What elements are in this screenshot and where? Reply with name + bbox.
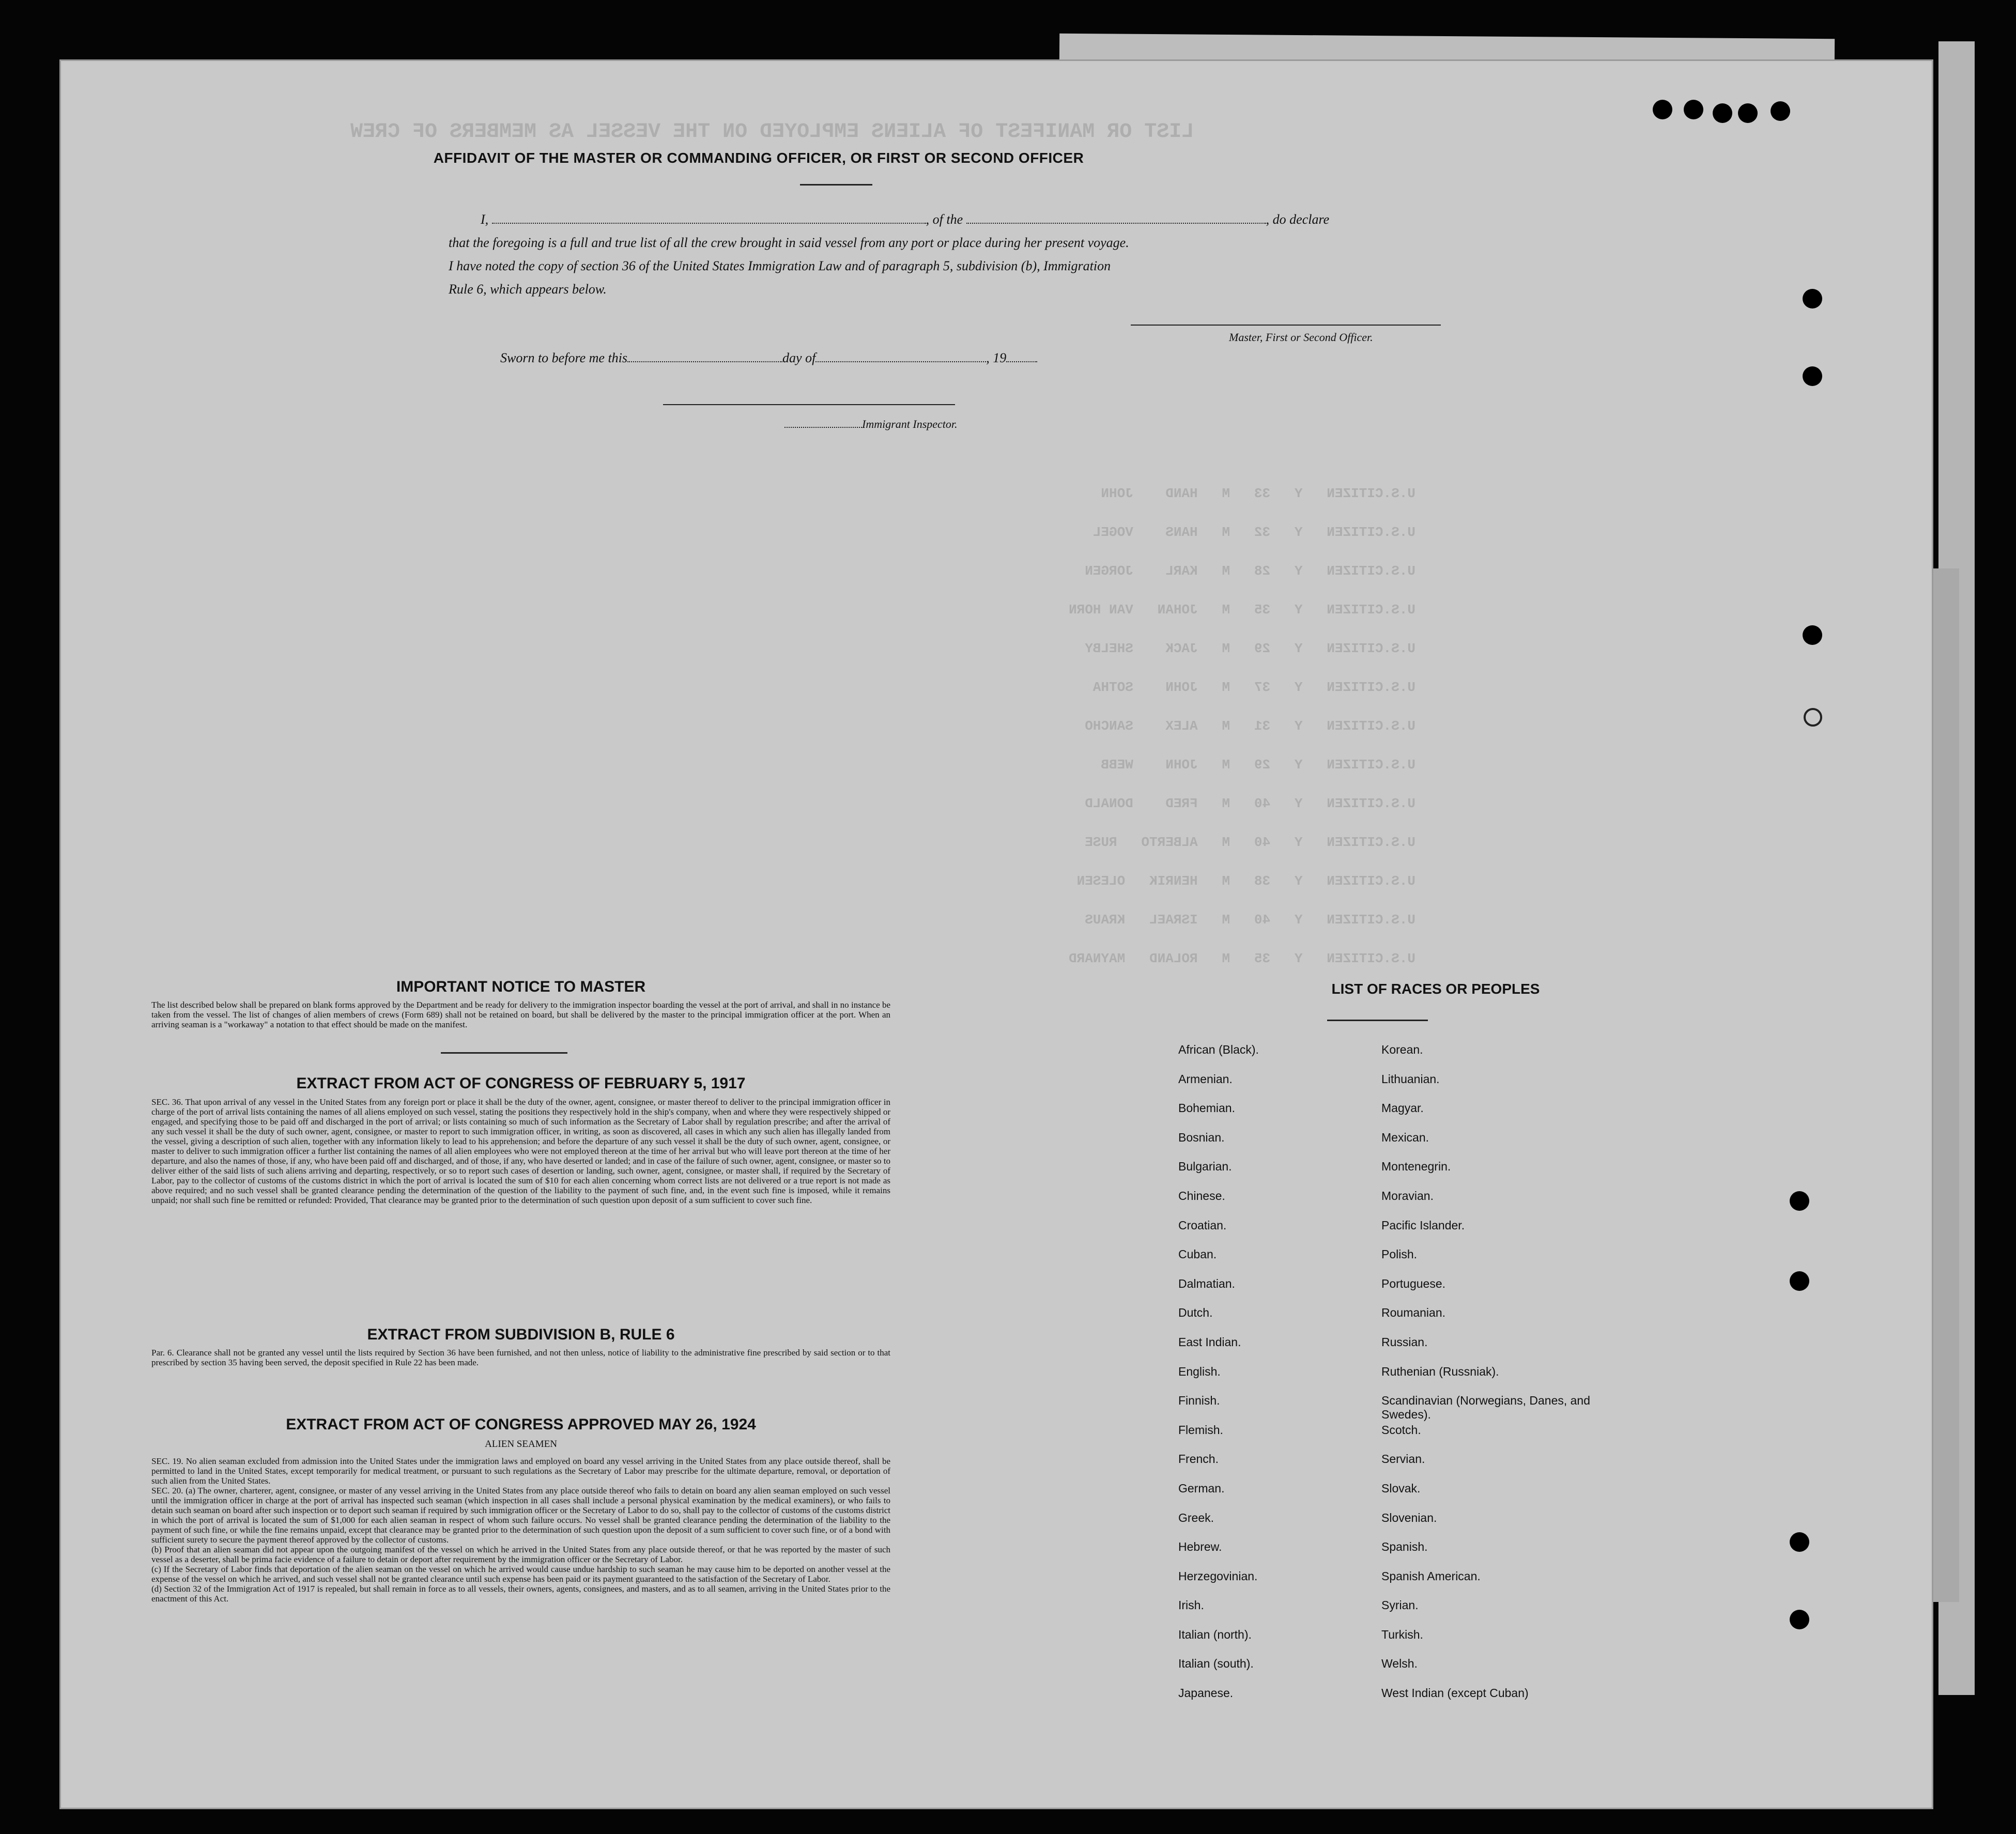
race-item: Slovenian. — [1381, 1511, 1437, 1524]
sec-20c: (c) If the Secretary of Labor finds that deportation of the alien seaman on the vessel on which he arrived would cause undue hardship to such seaman he may cause him to be deported on another vessel at the expense of the vessel on which he arrived, and such vessel shall not be granted clearance until such expense has been paid or its payment guaranteed to the satisfaction of the Secretary of Labor. — [151, 1564, 890, 1584]
race-item: Italian (north). — [1178, 1627, 1252, 1641]
punch-hole — [1803, 625, 1822, 645]
punch-hole — [1738, 103, 1758, 123]
notice-title: IMPORTANT NOTICE TO MASTER — [396, 978, 646, 995]
sworn-day-label: day of — [782, 350, 816, 365]
declaration-line-4: Rule 6, which appears below. — [449, 282, 607, 297]
race-item: Italian (south). — [1178, 1657, 1254, 1671]
race-item: Roumanian. — [1381, 1306, 1446, 1320]
race-item: Servian. — [1381, 1452, 1425, 1466]
race-item: Mexican. — [1381, 1130, 1429, 1144]
punch-hole — [1790, 1271, 1809, 1291]
sworn-prefix: Sworn to before me this — [500, 350, 628, 365]
punch-hole — [1790, 1532, 1809, 1552]
race-item: Welsh. — [1381, 1657, 1418, 1671]
sworn-year-label: , 19 — [986, 350, 1007, 365]
sworn-year-field[interactable] — [1006, 361, 1037, 362]
race-item: Spanish American. — [1381, 1569, 1481, 1583]
sec-19: SEC. 19. No alien seaman excluded from admission into the United States under the immigration laws and employed on board any vessel arriving in the United States from any place outside thereof, shall be permitted to land in the United States, except temporarily for medical treatment, or pursuant to such regulations as the Secretary of Labor may prescribe for the ultimate departure, removal, or deportation of such alien from the United States. — [151, 1456, 890, 1486]
race-item: Finnish. — [1178, 1394, 1220, 1408]
punch-hole — [1790, 1191, 1809, 1211]
declaration-suffix: , do declare — [1266, 212, 1330, 227]
inspector-label: Immigrant Inspector. — [862, 418, 958, 430]
declaration-prefix: I, — [481, 212, 489, 227]
race-item: Pacific Islander. — [1381, 1218, 1465, 1232]
race-item: Portuguese. — [1381, 1276, 1446, 1290]
race-item: Scandinavian (Norwegians, Danes, and Swedes). — [1381, 1394, 1591, 1422]
race-item: Japanese. — [1178, 1686, 1234, 1700]
race-item: Polish. — [1381, 1247, 1418, 1261]
race-item: Bohemian. — [1178, 1101, 1235, 1115]
notice-divider — [441, 1052, 567, 1054]
punch-hole — [1790, 1610, 1809, 1629]
race-item: Greek. — [1178, 1511, 1214, 1524]
race-item: West Indian (except Cuban) — [1381, 1686, 1529, 1700]
bleed-through-rows: U.S.CITIZEN Y 33 M HAND JOHN U.S.CITIZEN Y 32 M HANS VOGEL U.S.CITIZEN Y 28 M KARL JORGEN U.S.CITIZEN Y 35 M JOHAN VAN HORN U.S.CITIZEN Y 29 M JACK SHELBY U.S.CITIZEN Y 37 M JOHN SOTHA U.S.CITIZEN Y 31 M ALEX SANCHO U.S.CITIZEN Y 29 M JOHN WEBB U.S.CITIZEN Y 40 M FRED DONALD U.S.CITIZEN Y 40 M ALBERTO RUSE U.S.CITIZEN Y 38 M HENRIK OLESEN U.S.CITIZEN Y 40 M ISRAEL KRAUS U.S.CITIZEN Y 35 M ROLAND MAYNARD — [1069, 486, 1415, 966]
punch-hole — [1684, 100, 1703, 119]
races-divider — [1327, 1020, 1428, 1021]
race-item: Magyar. — [1381, 1101, 1424, 1115]
vessel-name-field[interactable] — [966, 222, 1266, 224]
title-underline — [800, 184, 872, 186]
race-item: Flemish. — [1178, 1423, 1223, 1437]
punch-hole — [1803, 366, 1822, 386]
race-item: Herzegovinian. — [1178, 1569, 1258, 1583]
extract-1917-body: SEC. 36. That upon arrival of any vessel in the United States from any foreign port or place it shall be the duty of the owner, agent, consignee, or master thereof to deliver to the principal immigration officer in charge of the port of arrival lists containing the names of all aliens employed on such vessel, stating the positions they respectively hold in the ship's company, when and where they were respectively shipped or engaged, and specifying those to be paid off and discharged in the port of arrival; or lists containing so much of such information as the Secretary of Labor shall by regulation prescribe; and after the arrival of any such vessel it shall be the duty of such owner, agent, consignee, or master to report to such immigration officer, in writing, as soon as discovered, all cases in which any such alien has illegally landed from the vessel, giving a description of such alien, together with any information likely to lead to his apprehension; and before the departure of any such vessel it shall be the duty of such owner, agent, consignee, or master to deliver to such immigration officer a further list containing the names of all alien employees who were not employed thereon at the time of her arrival but who will leave port thereon at the time of her departure, and also the names of those, if any, who have been paid off and discharged, and of those, if any, who have deserted or landed; and in case of the failure of such owner, agent, consignee, or master so to deliver either of the said lists of such aliens arriving and departing, respectively, or so to report such cases of desertion or landing, such owner, agent, consignee, or master shall, if required by the Secretary of Labor, pay to the collector of customs of the customs district in which the port of arrival is located the sum of $10 for each alien concerning whom correct lists are not delivered or a true report is not made as above required; and no such vessel shall be granted clearance pending the determination of the question of the liability to the payment of such fine, and, in the event such fine is imposed, while it remains unpaid; nor shall such fine be remitted or refunded: Provided, That clearance may be granted prior to the determination of such question upon deposit of a sum sufficient to cover such fine. — [151, 1097, 890, 1205]
race-item: Cuban. — [1178, 1247, 1217, 1261]
races-right-column — [1381, 1043, 1604, 1716]
inspector-signature-line[interactable] — [663, 404, 955, 405]
notice-body: The list described below shall be prepared on blank forms approved by the Department and be ready for delivery to the immigration inspector boarding the vessel at the port of arrival, and shall in no instance be taken from the vessel. The list of changes of alien members of crews (Form 689) shall not be retained on board, but shall be delivered by the master to the principal immigration officer at the port. When an arriving seaman is a "workaway" a notation to that effect should be made on the manifest. — [151, 1000, 890, 1029]
sworn-day-field[interactable] — [627, 361, 782, 362]
punch-hole — [1713, 103, 1732, 123]
race-item: Slovak. — [1381, 1481, 1421, 1495]
extract-rule6-body: Par. 6. Clearance shall not be granted any vessel until the lists required by Section 36 have been furnished, and not then unless, notice of liability to the administrative fine prescribed by said section or to that prescribed by section 35 having been served, the deposit specified in Rule 22 has been made. — [151, 1348, 890, 1367]
races-left-column — [1178, 1043, 1395, 1716]
sec-20d: (d) Section 32 of the Immigration Act of 1917 is repealed, but shall remain in force as to all vessels, their owners, agents, consignees, and masters, and as to all seamen, arriving in the United States prior to the enactment of this Act. — [151, 1584, 890, 1604]
race-item: Dutch. — [1178, 1306, 1213, 1320]
sworn-line — [500, 350, 1172, 366]
declaration-line-2: that the foregoing is a full and true list of all the crew brought in said vessel from any port or place during her present voyage. — [449, 235, 1129, 250]
race-item: Lithuanian. — [1381, 1072, 1440, 1086]
master-signature-label: Master, First or Second Officer. — [1229, 331, 1373, 344]
race-item: Irish. — [1178, 1598, 1204, 1612]
race-item: Syrian. — [1381, 1598, 1419, 1612]
bleed-through-header: LIST OR MANIFEST OF ALIENS EMPLOYED ON THE VESSEL AS MEMBERS OF CREW — [350, 120, 1194, 144]
race-item: African (Black). — [1178, 1043, 1259, 1056]
extract-1917-title: EXTRACT FROM ACT OF CONGRESS OF FEBRUARY 5, 1917 — [296, 1075, 746, 1092]
declaration-vessel-label: , of the — [926, 212, 963, 227]
punch-hole — [1771, 101, 1790, 121]
race-item: Korean. — [1381, 1043, 1423, 1056]
race-item: German. — [1178, 1481, 1225, 1495]
master-name-field[interactable] — [492, 222, 926, 224]
affidavit-title: AFFIDAVIT OF THE MASTER OR COMMANDING OFFICER, OR FIRST OR SECOND OFFICER — [433, 150, 1084, 166]
race-item: East Indian. — [1178, 1335, 1241, 1349]
race-item: Montenegrin. — [1381, 1160, 1451, 1174]
declaration-line-1 — [481, 212, 1504, 227]
race-item: Croatian. — [1178, 1218, 1227, 1232]
declaration-line-3: I have noted the copy of section 36 of the United States Immigration Law and of paragraph 5, subdivision (b), Immigration — [449, 258, 1111, 273]
race-item: Ruthenian (Russniak). — [1381, 1364, 1499, 1378]
alien-seamen-subtitle: ALIEN SEAMEN — [485, 1439, 557, 1450]
sec-20a: SEC. 20. (a) The owner, charterer, agent, consignee, or master of any vessel arriving in the United States from any place outside thereof who fails to detain on board any alien seaman employed on such vessel until the immigration officer in charge at the port of arrival has inspected such seaman (which inspection in all cases shall include a personal physical examination by the medical examiners), or who fails to detain such seaman on board after such inspection or to deport such seaman if required by such immigration officer or the Secretary of Labor to do so, shall pay to the collector of customs of the customs district in which the port of arrival is located the sum of $1,000 for each alien seaman in respect of whom such failure occurs. No vessel shall be granted clearance pending the determination of the liability to the payment of such fine, or while the fine remains unpaid, except that clearance may be granted prior to the determination of such question upon the deposit of a sum sufficient to cover such fine, or of a bond with sufficient surety to secure the payment thereof approved by the collector of customs. — [151, 1486, 890, 1545]
punch-hole — [1653, 100, 1672, 119]
race-item: English. — [1178, 1364, 1221, 1378]
extract-1924-body — [151, 1456, 890, 1604]
sworn-month-field[interactable] — [815, 361, 986, 362]
race-item: Chinese. — [1178, 1189, 1225, 1203]
punch-hole — [1804, 708, 1822, 727]
races-title: LIST OF RACES OR PEOPLES — [1331, 981, 1540, 997]
race-item: Scotch. — [1381, 1423, 1421, 1437]
manifest-page — [61, 61, 1932, 1808]
master-signature-line[interactable] — [1131, 325, 1441, 326]
inspector-name-field[interactable] — [784, 426, 862, 428]
race-item: Bosnian. — [1178, 1130, 1225, 1144]
sec-20b: (b) Proof that an alien seaman did not appear upon the outgoing manifest of the vessel on which he arrived in the United States from any place outside thereof, or that he was reported by the master of such vessel as a deserter, shall be prima facie evidence of a failure to detain or deport after requirement by the immigration officer or the Secretary of Labor. — [151, 1545, 890, 1564]
inspector-line — [784, 418, 958, 431]
extract-1924-title: EXTRACT FROM ACT OF CONGRESS APPROVED MAY 26, 1924 — [286, 1416, 756, 1433]
race-item: Armenian. — [1178, 1072, 1233, 1086]
race-item: Spanish. — [1381, 1540, 1428, 1554]
punch-hole — [1803, 289, 1822, 309]
race-item: Russian. — [1381, 1335, 1428, 1349]
race-item: Hebrew. — [1178, 1540, 1222, 1554]
race-item: Turkish. — [1381, 1627, 1423, 1641]
race-item: French. — [1178, 1452, 1219, 1466]
race-item: Bulgarian. — [1178, 1160, 1232, 1174]
extract-rule6-title: EXTRACT FROM SUBDIVISION B, RULE 6 — [367, 1326, 675, 1343]
race-item: Dalmatian. — [1178, 1276, 1235, 1290]
race-item: Moravian. — [1381, 1189, 1434, 1203]
